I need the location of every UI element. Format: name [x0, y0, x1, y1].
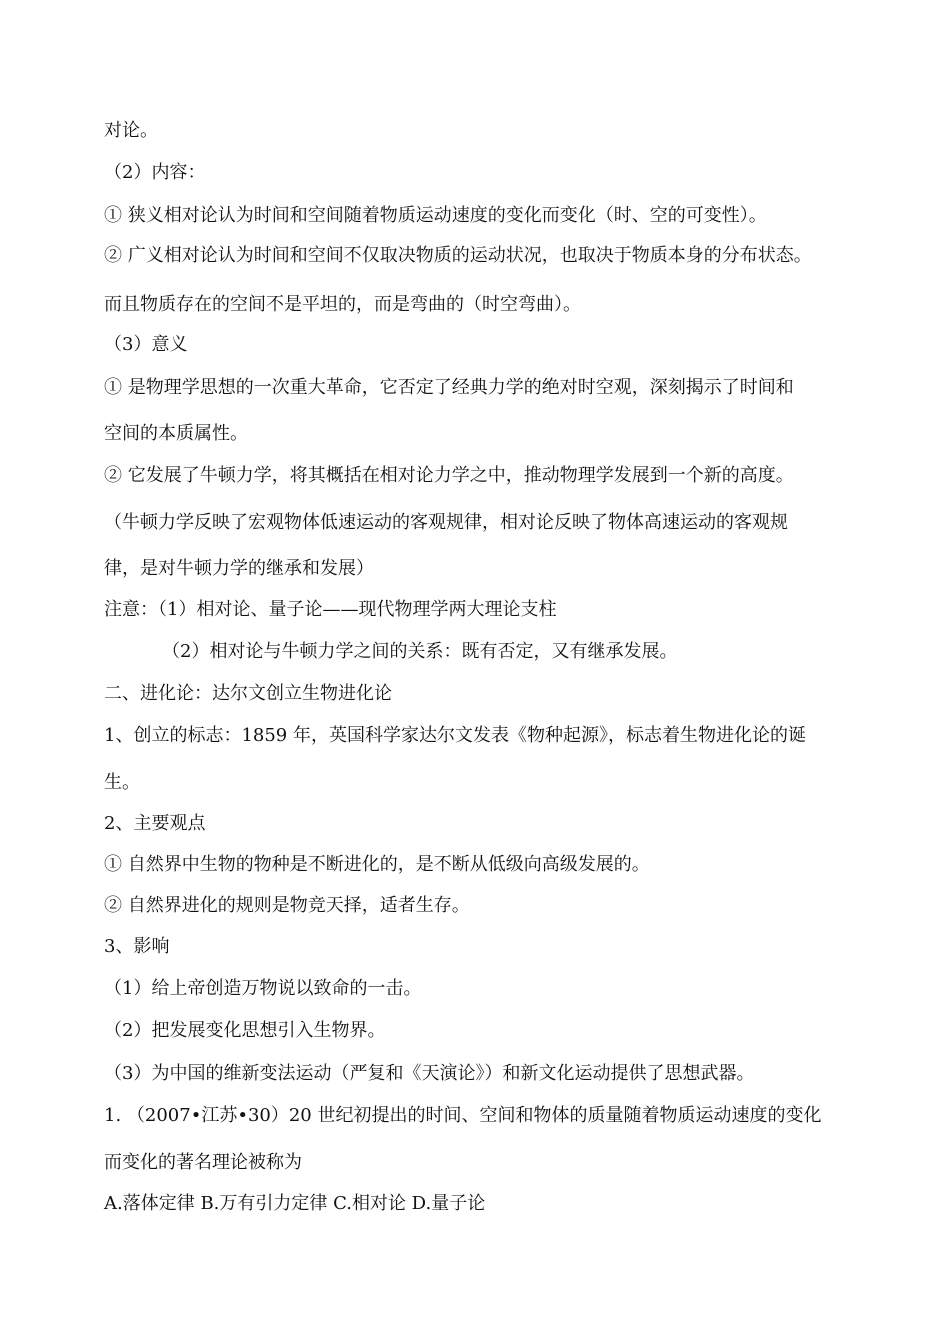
text-line: 1、创立的标志：1859 年，英国科学家达尔文发表《物种起源》，标志着生物进化论的诞 — [104, 725, 806, 746]
section-heading-evolution: 二、进化论：达尔文创立生物进化论 — [104, 683, 392, 704]
question-line: 而变化的著名理论被称为 — [104, 1152, 302, 1173]
section-heading-influence: 3、影响 — [104, 936, 170, 957]
section-heading-content: （2）内容： — [104, 162, 206, 183]
text-line: 律，是对牛顿力学的继承和发展） — [104, 558, 374, 579]
text-line: ① 是物理学思想的一次重大革命，它否定了经典力学的绝对时空观，深刻揭示了时间和 — [104, 377, 794, 398]
text-line: 而且物质存在的空间不是平坦的，而是弯曲的（时空弯曲）。 — [104, 294, 581, 315]
text-line: ② 它发展了牛顿力学，将其概括在相对论力学之中，推动物理学发展到一个新的高度。 — [104, 465, 794, 486]
text-line: （牛顿力学反映了宏观物体低速运动的客观规律，相对论反映了物体高速运动的客观规 — [104, 512, 788, 533]
question-line: 1. （2007•江苏•30）20 世纪初提出的时间、空间和物体的质量随着物质运动速度的变化 — [104, 1105, 822, 1126]
answer-options: A.落体定律 B.万有引力定律 C.相对论 D.量子论 — [104, 1193, 486, 1214]
text-line: （3）为中国的维新变法运动（严复和《天演论》）和新文化运动提供了思想武器。 — [104, 1063, 755, 1084]
text-line: 生。 — [104, 772, 140, 793]
text-line: 对论。 — [104, 120, 158, 141]
section-heading-viewpoints: 2、主要观点 — [104, 813, 206, 834]
note-line: 注意：（1）相对论、量子论——现代物理学两大理论支柱 — [104, 599, 557, 620]
text-line: ① 自然界中生物的物种是不断进化的，是不断从低级向高级发展的。 — [104, 854, 650, 875]
text-line: ② 广义相对论认为时间和空间不仅取决物质的运动状况，也取决于物质本身的分布状态。 — [104, 245, 812, 266]
text-line: （2）把发展变化思想引入生物界。 — [104, 1020, 386, 1041]
text-line: ① 狭义相对论认为时间和空间随着物质运动速度的变化而变化（时、空的可变性）。 — [104, 205, 767, 226]
text-line: ② 自然界进化的规则是物竞天择，适者生存。 — [104, 895, 470, 916]
text-line: （1）给上帝创造万物说以致命的一击。 — [104, 978, 422, 999]
note-line: （2）相对论与牛顿力学之间的关系：既有否定，又有继承发展。 — [162, 641, 678, 662]
section-heading-significance: （3）意义 — [104, 334, 188, 355]
text-line: 空间的本质属性。 — [104, 423, 248, 444]
